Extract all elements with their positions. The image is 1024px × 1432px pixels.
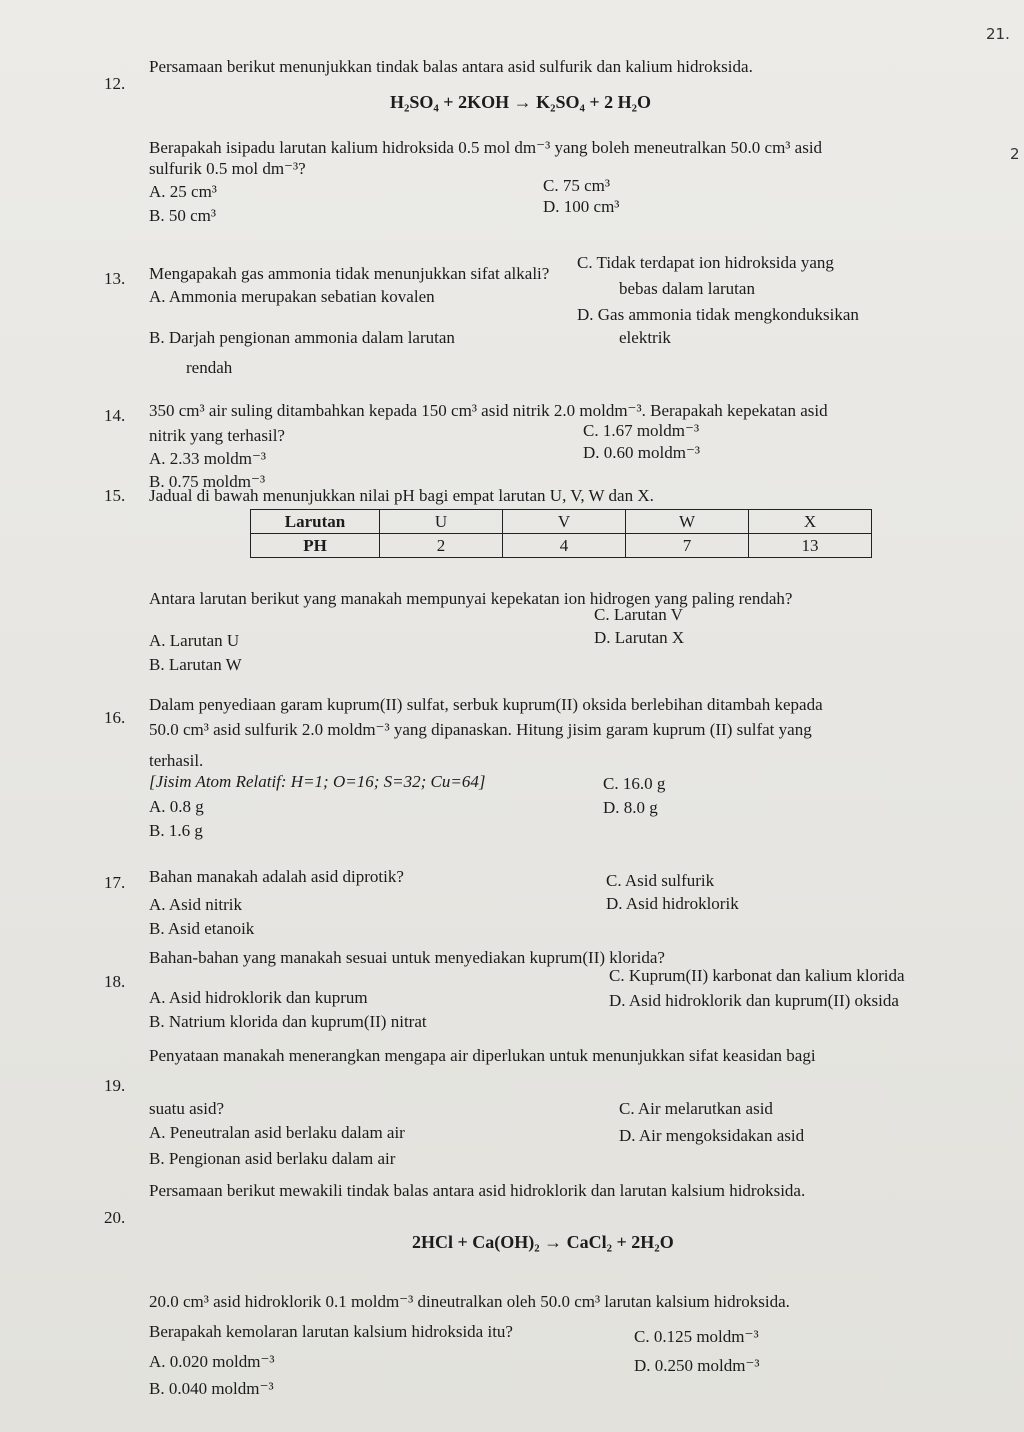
q16-stem-1: Dalam penyediaan garam kuprum(II) sulfat, serbuk kuprum(II) oksida berlebihan ditambah kepada bbox=[149, 695, 823, 714]
q14-stem-1: 350 cm³ air suling ditambahkan kepada 150 cm³ asid nitrik 2.0 moldm⁻³. Berapakah kepekatan asid bbox=[149, 401, 828, 420]
table-row bbox=[251, 534, 872, 558]
q13-option-d-line2: elektrik bbox=[619, 328, 671, 347]
q19-option-d[interactable]: D. Air mengoksidakan asid bbox=[619, 1126, 805, 1145]
page-number: 21. bbox=[986, 25, 1010, 43]
q20-number: 20. bbox=[104, 1208, 126, 1227]
q12-stem-3: sulfurik 0.5 mol dm⁻³? bbox=[149, 159, 306, 178]
q12-option-c[interactable]: C. 75 cm³ bbox=[543, 176, 610, 195]
q13-option-a[interactable]: A. Ammonia merupakan sebatian kovalen bbox=[149, 287, 435, 306]
q20-stem-2: 20.0 cm³ asid hidroklorik 0.1 moldm⁻³ dineutralkan oleh 50.0 cm³ larutan kalsium hidroksida. bbox=[149, 1292, 790, 1311]
q12-option-b[interactable]: B. 50 cm³ bbox=[149, 206, 216, 225]
q18-option-c[interactable]: C. Kuprum(II) karbonat dan kalium klorida bbox=[609, 966, 905, 985]
q12-stem-2: Berapakah isipadu larutan kalium hidroksida 0.5 mol dm⁻³ yang boleh meneutralkan 50.0 cm³ asid bbox=[149, 138, 823, 157]
q17-number: 17. bbox=[104, 873, 126, 892]
q13-stem: Mengapakah gas ammonia tidak menunjukkan sifat alkali? bbox=[149, 264, 550, 283]
q17-option-a[interactable]: A. Asid nitrik bbox=[149, 895, 243, 914]
table-row bbox=[251, 510, 872, 534]
q12-number: 12. bbox=[104, 74, 126, 93]
ph-table bbox=[250, 509, 872, 558]
q17-stem: Bahan manakah adalah asid diprotik? bbox=[149, 867, 404, 886]
q12-option-a[interactable]: A. 25 cm³ bbox=[149, 182, 217, 201]
table-cell: 7 bbox=[626, 534, 749, 558]
q19-stem-2: suatu asid? bbox=[149, 1099, 225, 1118]
q14-number: 14. bbox=[104, 406, 126, 425]
q19-option-c[interactable]: C. Air melarutkan asid bbox=[619, 1099, 773, 1118]
q18-option-d[interactable]: D. Asid hidroklorik dan kuprum(II) oksida bbox=[609, 991, 899, 1010]
q20-option-a[interactable]: A. 0.020 moldm⁻³ bbox=[149, 1352, 275, 1371]
q18-stem: Bahan-bahan yang manakah sesuai untuk menyediakan kuprum(II) klorida? bbox=[149, 948, 665, 967]
q15-option-c[interactable]: C. Larutan V bbox=[594, 605, 683, 624]
q17-option-c[interactable]: C. Asid sulfurik bbox=[606, 871, 715, 890]
q15-number: 15. bbox=[104, 486, 126, 505]
q12-option-d[interactable]: D. 100 cm³ bbox=[543, 197, 620, 216]
q15-option-a[interactable]: A. Larutan U bbox=[149, 631, 240, 650]
q14-option-c[interactable]: C. 1.67 moldm⁻³ bbox=[583, 421, 700, 440]
table-cell: W bbox=[626, 510, 749, 534]
q13-option-d[interactable]: D. Gas ammonia tidak mengkonduksikan bbox=[577, 305, 859, 324]
q13-number: 13. bbox=[104, 269, 126, 288]
q20-stem-3: Berapakah kemolaran larutan kalsium hidroksida itu? bbox=[149, 1322, 513, 1341]
q16-number: 16. bbox=[104, 708, 126, 727]
q17-option-d[interactable]: D. Asid hidroklorik bbox=[606, 894, 739, 913]
q16-option-a[interactable]: A. 0.8 g bbox=[149, 797, 204, 816]
q12-stem-1: Persamaan berikut menunjukkan tindak balas antara asid sulfurik dan kalium hidroksida. bbox=[149, 57, 753, 76]
table-cell: 2 bbox=[380, 534, 503, 558]
q20-stem-1: Persamaan berikut mewakili tindak balas antara asid hidroklorik dan larutan kalsium hidroksida. bbox=[149, 1181, 806, 1200]
q15-stem-1: Jadual di bawah menunjukkan nilai pH bagi empat larutan U, V, W dan X. bbox=[149, 486, 654, 505]
q13-option-c-line2: bebas dalam larutan bbox=[619, 279, 755, 298]
q20-equation: 2HCl + Ca(OH)₂ → CaCl₂ + 2H₂O bbox=[412, 1232, 674, 1252]
table-cell: V bbox=[503, 510, 626, 534]
q14-option-d[interactable]: D. 0.60 moldm⁻³ bbox=[583, 443, 701, 462]
q13-option-b[interactable]: B. Darjah pengionan ammonia dalam larutan bbox=[149, 328, 455, 347]
q19-stem-1: Penyataan manakah menerangkan mengapa air diperlukan untuk menunjukkan sifat keasidan bagi bbox=[149, 1046, 816, 1065]
q16-relative-atomic-mass: [Jisim Atom Relatif: H=1; O=16; S=32; Cu=64] bbox=[149, 772, 486, 791]
q19-option-a[interactable]: A. Peneutralan asid berlaku dalam air bbox=[149, 1123, 405, 1142]
q14-stem-2: nitrik yang terhasil? bbox=[149, 426, 285, 445]
q16-option-d[interactable]: D. 8.0 g bbox=[603, 798, 658, 817]
q15-stem-2: Antara larutan berikut yang manakah mempunyai kepekatan ion hidrogen yang paling rendah? bbox=[149, 589, 793, 608]
q12-equation: H₂SO₄ + 2KOH → K₂SO₄ + 2 H₂O bbox=[390, 92, 652, 112]
q18-option-b[interactable]: B. Natrium klorida dan kuprum(II) nitrat bbox=[149, 1012, 427, 1031]
q20-option-d[interactable]: D. 0.250 moldm⁻³ bbox=[634, 1356, 760, 1375]
q17-option-b[interactable]: B. Asid etanoik bbox=[149, 919, 255, 938]
q14-option-a[interactable]: A. 2.33 moldm⁻³ bbox=[149, 449, 267, 468]
margin-mark: 2 bbox=[1010, 145, 1020, 163]
table-header-ph: PH bbox=[251, 534, 380, 558]
q20-option-b[interactable]: B. 0.040 moldm⁻³ bbox=[149, 1379, 274, 1398]
q16-stem-2: 50.0 cm³ asid sulfurik 2.0 moldm⁻³ yang dipanaskan. Hitung jisim garam kuprum (II) sulfat yang bbox=[149, 720, 812, 739]
q15-option-b[interactable]: B. Larutan W bbox=[149, 655, 242, 674]
q18-number: 18. bbox=[104, 972, 126, 991]
table-cell: 4 bbox=[503, 534, 626, 558]
table-header-larutan: Larutan bbox=[251, 510, 380, 534]
q14-option-b[interactable]: B. 0.75 moldm⁻³ bbox=[149, 472, 266, 491]
table-cell: X bbox=[749, 510, 872, 534]
q16-stem-3: terhasil. bbox=[149, 751, 204, 770]
q20-option-c[interactable]: C. 0.125 moldm⁻³ bbox=[634, 1327, 759, 1346]
q13-option-c[interactable]: C. Tidak terdapat ion hidroksida yang bbox=[577, 253, 834, 272]
q16-option-b[interactable]: B. 1.6 g bbox=[149, 821, 203, 840]
table-cell: U bbox=[380, 510, 503, 534]
q16-option-c[interactable]: C. 16.0 g bbox=[603, 774, 666, 793]
table-cell: 13 bbox=[749, 534, 872, 558]
q19-number: 19. bbox=[104, 1076, 126, 1095]
q18-option-a[interactable]: A. Asid hidroklorik dan kuprum bbox=[149, 988, 368, 1007]
q15-option-d[interactable]: D. Larutan X bbox=[594, 628, 685, 647]
q19-option-b[interactable]: B. Pengionan asid berlaku dalam air bbox=[149, 1149, 396, 1168]
q13-option-b-line2: rendah bbox=[186, 358, 233, 377]
